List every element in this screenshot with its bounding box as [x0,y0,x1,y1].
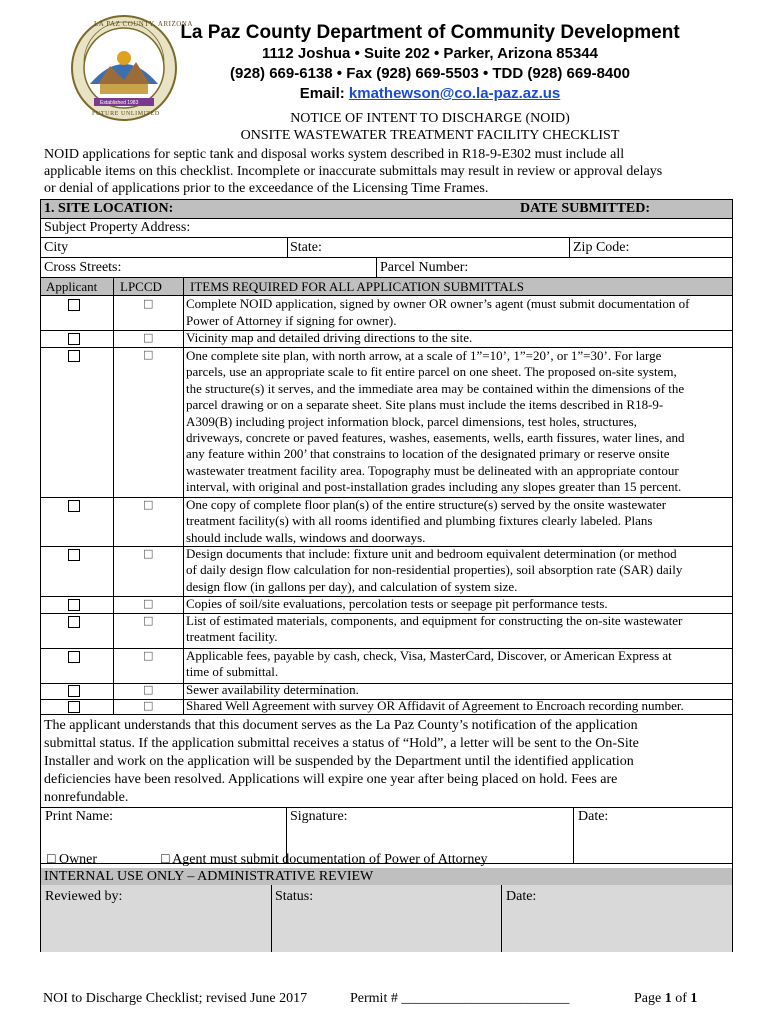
footer-revision: NOI to Discharge Checklist; revised June 2017 [43,991,308,1006]
footer-permit: Permit # ________________________ [350,991,570,1006]
item-3-line-2: parcels, use an appropriate scale to fit entire parcel on one sheet. The proposed on-site system, [186,364,677,380]
date-submitted-label: DATE SUBMITTED: [520,201,651,216]
email-label: Email: [299,85,349,102]
col-items: ITEMS REQUIRED FOR ALL APPLICATION SUBMITTALS [190,279,524,294]
statement-line-2: submittal status. If the application submittal receives a status of “Hold”, a letter will be sent to the On-Site [44,736,639,751]
applicant-checkbox[interactable] [68,685,80,697]
statement-line-1: The applicant understands that this document serves as the La Paz County’s notification of the application [44,718,638,733]
lpccd-checkbox[interactable]: □ [143,597,154,610]
item-3-line-7: any feature within 200’ that constrains to location of the designated primary or reserve onsite [186,446,670,462]
department-address: 1112 Joshua • Suite 202 • Parker, Arizona 85344 [262,45,598,62]
lpccd-checkbox[interactable]: □ [143,297,154,310]
item-3-line-8: wastewater treatment facility area. Topography must be delineated with an appropriate contour [186,462,679,478]
seal-established: Established 1983 [100,100,139,106]
applicant-checkbox[interactable] [68,651,80,663]
item-8-line-2: time of submittal. [186,664,279,680]
item-3-line-4: parcel drawing or on a separate sheet. Site plans must include the items described in R18-9- [186,397,664,413]
print-name-label: Print Name: [45,809,114,824]
status-label: Status: [275,889,314,904]
applicant-checkbox[interactable] [68,500,80,512]
reviewed-by-label: Reviewed by: [45,889,123,904]
lpccd-checkbox[interactable]: □ [143,348,154,361]
applicant-checkbox[interactable] [68,350,80,362]
item-5-line-3: design flow (in gallons per day), and calculation of system size. [186,578,518,594]
lpccd-checkbox[interactable]: □ [143,649,154,662]
form-subtitle-2: ONSITE WASTEWATER TREATMENT FACILITY CHECKLIST [240,128,620,143]
item-8-line-1: Applicable fees, payable by cash, check, Visa, MasterCard, Discover, or American Express at [186,648,672,663]
statement-line-5: nonrefundable. [44,790,129,805]
owner-checkbox[interactable]: □ Owner [47,852,98,867]
page-total: 1 [690,991,698,1006]
state-label: State: [290,240,322,255]
item-3-line-3: the structure(s) it serves, and the immediate area may be contained within the dimensions of the [186,380,685,396]
applicant-checkbox[interactable] [68,299,80,311]
lpccd-checkbox[interactable]: □ [143,498,154,511]
admin-header: INTERNAL USE ONLY – ADMINISTRATIVE REVIEW [41,868,732,885]
signature-label: Signature: [290,809,348,824]
item-5-line-1: Design documents that include: fixture unit and bedroom equivalent determination (or method [186,546,677,561]
applicant-checkbox[interactable] [68,701,80,713]
col-lpccd: LPCCD [120,279,162,294]
seal-motto: FUTURE UNLIMITED [92,111,160,117]
item-3-line-6: driveways, concrete or paved features, washes, easements, wells, earth fissures, water lines, and [186,430,685,445]
subject-address-label: Subject Property Address: [44,220,191,235]
lpccd-checkbox[interactable]: □ [143,699,154,712]
item-3-line-5: A309(B) including project information block, parcel dimensions, test holes, structures, [186,413,637,429]
footer-page [634,991,697,1007]
item-7-line-1: List of estimated materials, components, and equipment for constructing the on-site wastewater [186,613,683,628]
item-1-line-1: Complete NOID application, signed by owner OR owner’s agent (must submit documentation of [186,296,690,311]
lpccd-checkbox[interactable]: □ [143,547,154,560]
item-3-line-9: interval, with original and post-installation grades including any slopes greater than 15 percent. [186,479,682,495]
applicant-checkbox[interactable] [68,599,80,611]
applicant-checkbox[interactable] [68,549,80,561]
col-applicant: Applicant [46,279,98,294]
site-location-heading: 1. SITE LOCATION: [44,201,174,216]
admin-date-label: Date: [506,889,537,904]
item-3-line-1: One complete site plan, with north arrow, at a scale of 1”=10’, 1”=20’, or 1”=30’. For large [186,348,662,363]
zip-label: Zip Code: [573,240,630,255]
item-9-line-1: Sewer availability determination. [186,682,359,697]
item-10-line-1: Shared Well Agreement with survey OR Affidavit of Agreement to Encroach recording number. [186,698,684,713]
intro-line-3: or denial of applications prior to the exceedance of the Licensing Time Frames. [44,181,489,196]
intro-line-1: NOID applications for septic tank and disposal works system described in R18-9-E302 must include all [44,147,625,162]
email-link[interactable]: kmathewson@co.la-paz.az.us [348,85,561,102]
department-phones: (928) 669-6138 • Fax (928) 669-5503 • TDD (928) 669-8400 [230,65,630,82]
statement-line-3: Installer and work on the application will be suspended by the Department until the identified application [44,754,634,769]
lpccd-checkbox[interactable]: □ [143,331,154,344]
applicant-checkbox[interactable] [68,616,80,628]
item-7-line-2: treatment facility. [186,629,278,645]
item-4-line-1: One copy of complete floor plan(s) of the entire structure(s) served by the onsite wastewater [186,497,667,512]
form-subtitle-1: NOTICE OF INTENT TO DISCHARGE (NOID) [290,111,570,126]
lpccd-checkbox[interactable]: □ [143,614,154,627]
applicant-checkbox[interactable] [68,333,80,345]
page-of: of [671,991,691,1006]
item-1-line-2: Power of Attorney if signing for owner). [186,313,397,328]
city-label: City [44,240,69,255]
intro-line-2: applicable items on this checklist. Incomplete or inaccurate submittals may result in review or approval delays [44,164,663,179]
statement-line-4: deficiencies have been resolved. Applications will expire one year after being placed on hold. Fees are [44,772,618,787]
lpccd-checkbox[interactable]: □ [143,683,154,696]
item-6-line-1: Copies of soil/site evaluations, percolation tests or seepage pit performance tests. [186,596,608,611]
department-email-line [180,85,680,102]
item-4-line-3: should include walls, windows and doorways. [186,529,426,545]
sign-date-label: Date: [578,809,609,824]
page-number: 1 [664,991,672,1006]
seal-top-text: LA PAZ COUNTY, ARIZONA [94,20,193,28]
parcel-label: Parcel Number: [380,260,469,275]
item-4-line-2: treatment facility(s) with all rooms identified and plumbing fixtures clearly labeled. Plans [186,513,653,529]
item-2-line-1: Vicinity map and detailed driving directions to the site. [186,330,473,345]
page-label: Page [634,991,665,1006]
item-5-line-2: of daily design flow calculation for non-residential properties), soil absorption rate (SAR) daily [186,562,683,578]
agent-checkbox[interactable]: □ Agent must submit documentation of Power of Attorney [161,852,488,867]
department-title: La Paz County Department of Community Development [180,22,680,43]
cross-streets-label: Cross Streets: [44,260,122,275]
